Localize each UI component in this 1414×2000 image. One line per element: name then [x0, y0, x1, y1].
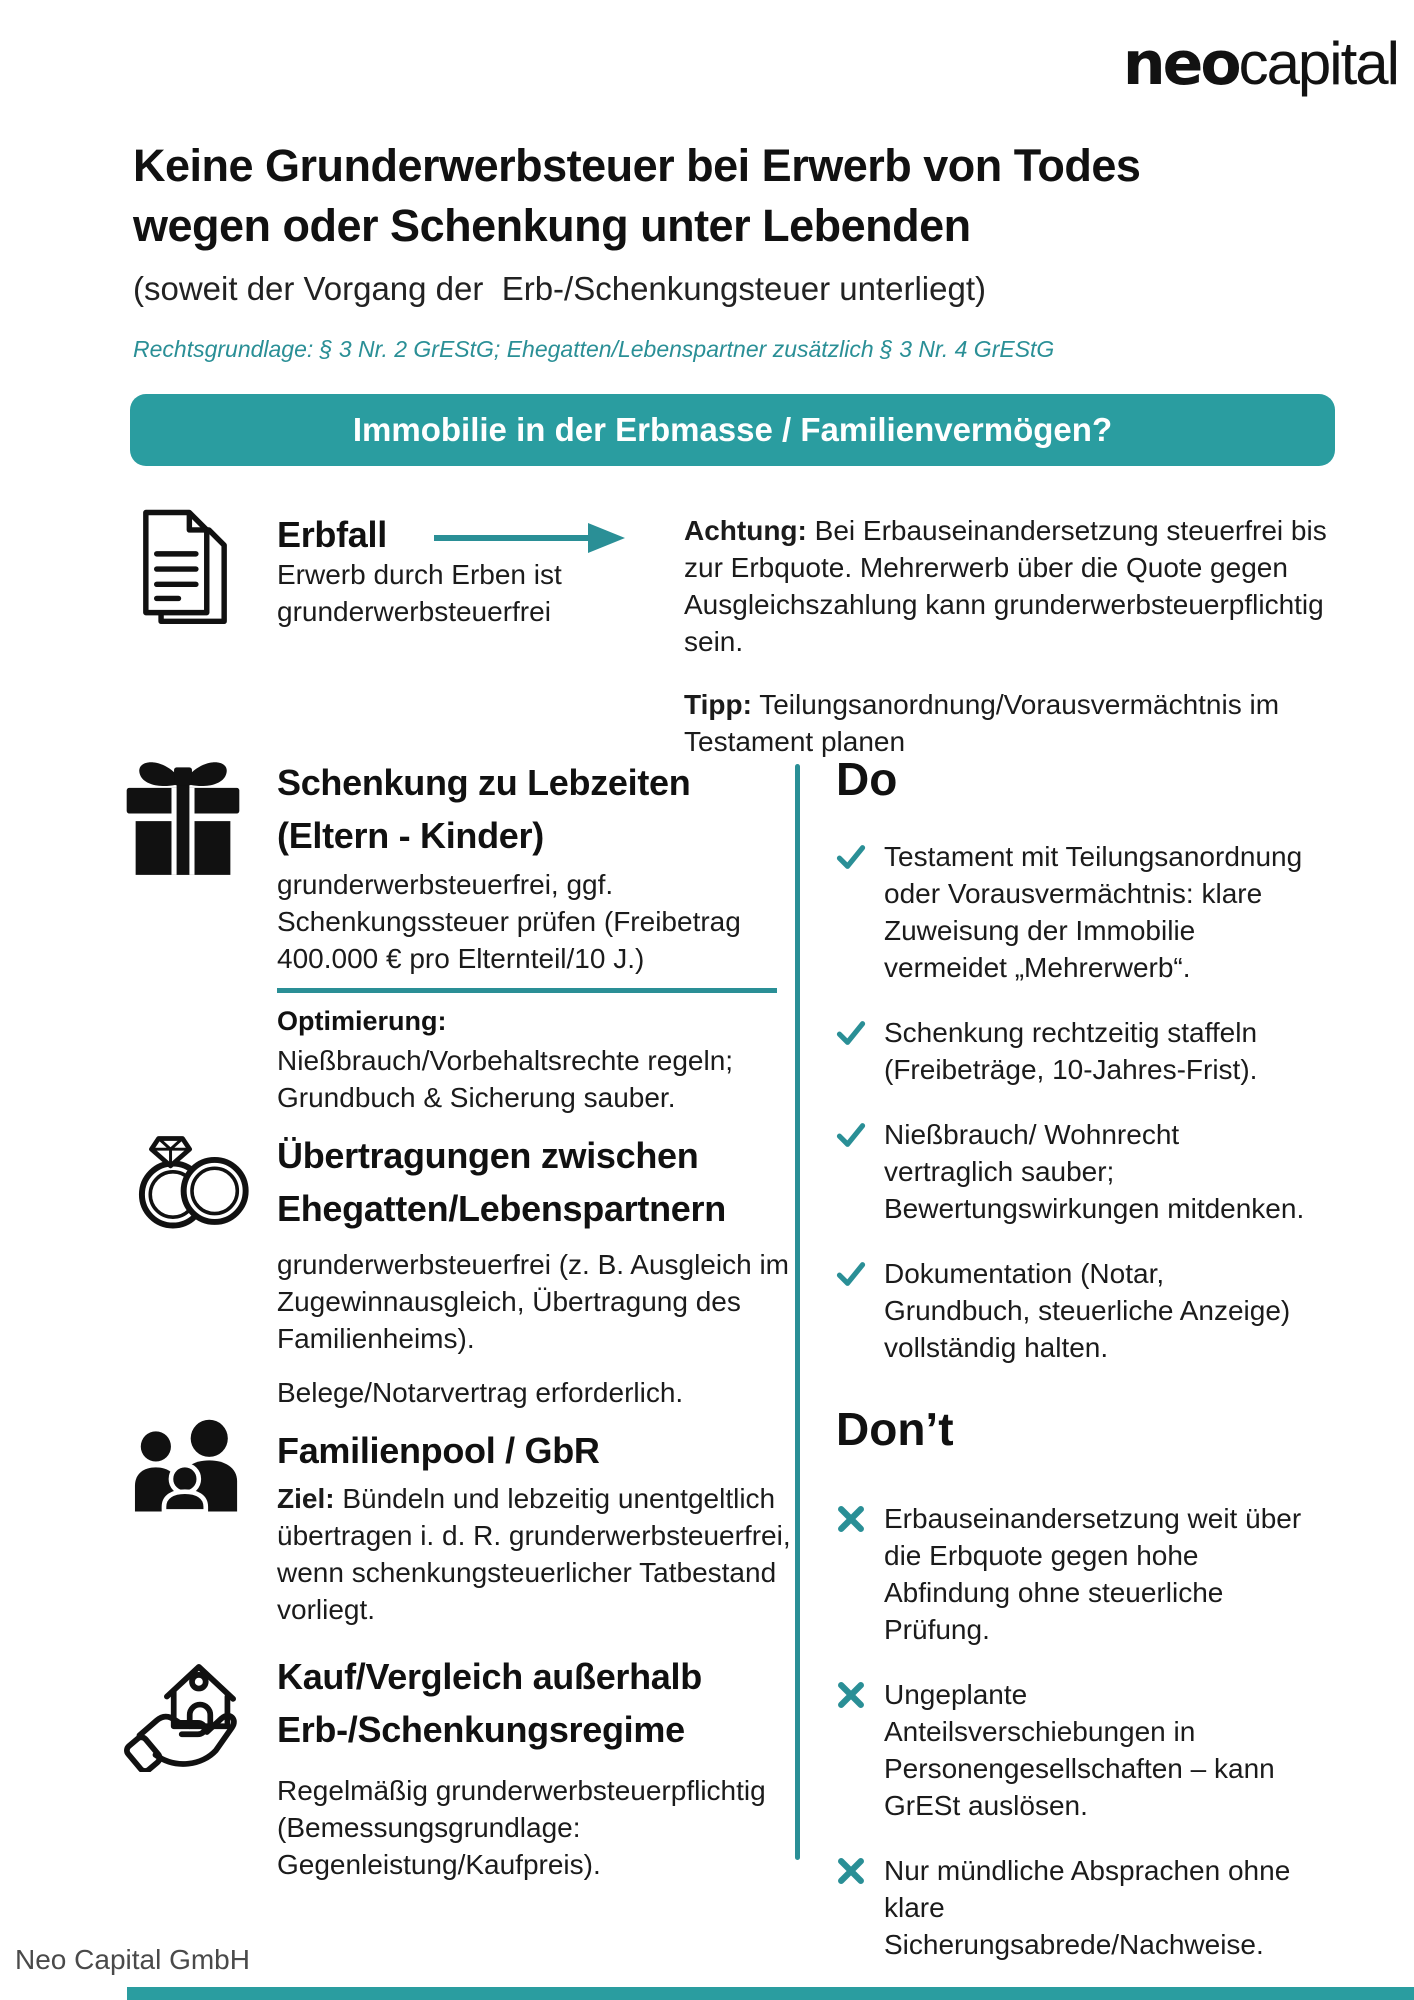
- do-item-text: Nießbrauch/ Wohnrecht vertraglich sauber; Bewertungswirkungen mitdenken.: [884, 1119, 1305, 1224]
- tipp-label: Tipp:: [684, 689, 752, 720]
- dont-item: [836, 1852, 1341, 1963]
- family-icon: [128, 1418, 258, 1526]
- x-icon: [836, 1504, 866, 1534]
- schenkung-body: grunderwerbsteuerfrei, ggf. Schenkungssteuer prüfen (Freibetrag 400.000 € pro Elternteil/10 J.): [277, 869, 741, 974]
- wedding-rings-icon: [130, 1126, 254, 1232]
- do-item: [836, 1116, 1341, 1227]
- page-subtitle: (soweit der Vorgang der Erb-/Schenkungsteuer unterliegt): [133, 270, 986, 307]
- familienpool-body: [277, 1480, 817, 1628]
- do-item-text: Schenkung rechtzeitig staffeln (Freibeträge, 10-Jahres-Frist).: [884, 1017, 1258, 1085]
- achtung-text: Bei Erbauseinandersetzung steuerfrei bis zur Erbquote. Mehrerwerb über die Quote gegen Ausgleichszahlung kann grunderwerbsteuerpflichtig sein.: [684, 515, 1327, 657]
- footer-company: Neo Capital GmbH: [15, 1944, 250, 1975]
- column-divider: [795, 764, 800, 1860]
- document-icon: [133, 506, 237, 630]
- gift-icon: [118, 752, 248, 880]
- do-heading: Do: [836, 753, 898, 805]
- do-item-text: Testament mit Teilungsanordnung oder Vorausvermächtnis: klare Zuweisung der Immobilie vermeidet „Mehrerwerb“.: [884, 841, 1303, 983]
- erbfall-title: Erbfall: [277, 514, 387, 555]
- check-icon: [836, 842, 866, 872]
- do-item: [836, 1014, 1341, 1088]
- legal-basis: Rechtsgrundlage: § 3 Nr. 2 GrEStG; Ehegatten/Lebenspartner zusätzlich § 3 Nr. 4 GrEStG: [133, 336, 1055, 362]
- x-icon: [836, 1856, 866, 1886]
- page-title: Keine Grunderwerbsteuer bei Erwerb von Todes wegen oder Schenkung unter Lebenden: [133, 140, 1141, 251]
- ziel-label: Ziel:: [277, 1483, 335, 1514]
- check-icon: [836, 1018, 866, 1048]
- check-icon: [836, 1259, 866, 1289]
- question-banner: [130, 394, 1335, 466]
- neocapital-logo: [1122, 29, 1398, 99]
- dont-item-text: Nur mündliche Absprachen ohne klare Sicherungsabrede/Nachweise.: [884, 1855, 1291, 1960]
- logo-neo-text: neo: [1122, 29, 1239, 99]
- optimierung-label: Optimierung:: [277, 1006, 447, 1036]
- ehegatten-body: grunderwerbsteuerfrei (z. B. Ausgleich im Zugewinnausgleich, Übertragung des Familienheims).: [277, 1249, 789, 1354]
- schenkung-title: Schenkung zu Lebzeiten (Eltern - Kinder): [277, 762, 691, 856]
- dont-item-text: Ungeplante Anteilsverschiebungen in Personengesellschaften – kann GrESt auslösen.: [884, 1679, 1275, 1821]
- kauf-title: Kauf/Vergleich außerhalb Erb-/Schenkungsregime: [277, 1656, 702, 1750]
- ehegatten-note: Belege/Notarvertrag erforderlich.: [277, 1377, 684, 1408]
- achtung-label: Achtung:: [684, 515, 807, 546]
- do-item-text: Dokumentation (Notar, Grundbuch, steuerliche Anzeige) vollständig halten.: [884, 1258, 1291, 1363]
- callout-block: [684, 512, 1332, 786]
- dont-heading: Don’t: [836, 1403, 954, 1455]
- familienpool-title: Familienpool / GbR: [277, 1430, 600, 1471]
- bottom-accent-bar: [127, 1987, 1414, 2000]
- do-list: [836, 838, 1341, 1366]
- do-item: [836, 838, 1341, 986]
- check-icon: [836, 1120, 866, 1150]
- optimierung-text: Nießbrauch/Vorbehaltsrechte regeln; Grundbuch & Sicherung sauber.: [277, 1045, 734, 1113]
- dont-item: [836, 1676, 1341, 1824]
- question-banner-text: Immobilie in der Erbmasse / Familienvermögen?: [352, 411, 1113, 448]
- tipp-note: [684, 686, 1332, 760]
- ziel-text: Bündeln und lebzeitig unentgeltlich übertragen i. d. R. grunderwerbsteuerfrei, wenn schenkungsteuerlicher Tatbestand vorliegt.: [277, 1483, 791, 1625]
- ehegatten-title: Übertragungen zwischen Ehegatten/Lebenspartnern: [277, 1135, 726, 1229]
- dont-item: [836, 1500, 1341, 1648]
- dont-item-text: Erbauseinandersetzung weit über die Erbquote gegen hohe Abfindung ohne steuerliche Prüfung.: [884, 1503, 1302, 1645]
- achtung-note: [684, 512, 1332, 660]
- do-item: [836, 1255, 1341, 1366]
- x-icon: [836, 1680, 866, 1710]
- dont-list: [836, 1500, 1341, 1963]
- hand-house-icon: [124, 1644, 260, 1772]
- kauf-body: Regelmäßig grunderwerbsteuerpflichtig (Bemessungsgrundlage: Gegenleistung/Kaufpreis).: [277, 1775, 766, 1880]
- flow-arrow-icon: [432, 520, 628, 556]
- optimierung-divider-rule: [277, 988, 777, 993]
- logo-capital-text: capital: [1238, 30, 1398, 97]
- tipp-text: Teilungsanordnung/Vorausvermächtnis im Testament planen: [684, 689, 1280, 757]
- erbfall-body: Erwerb durch Erben ist grunderwerbsteuerfrei: [277, 559, 562, 627]
